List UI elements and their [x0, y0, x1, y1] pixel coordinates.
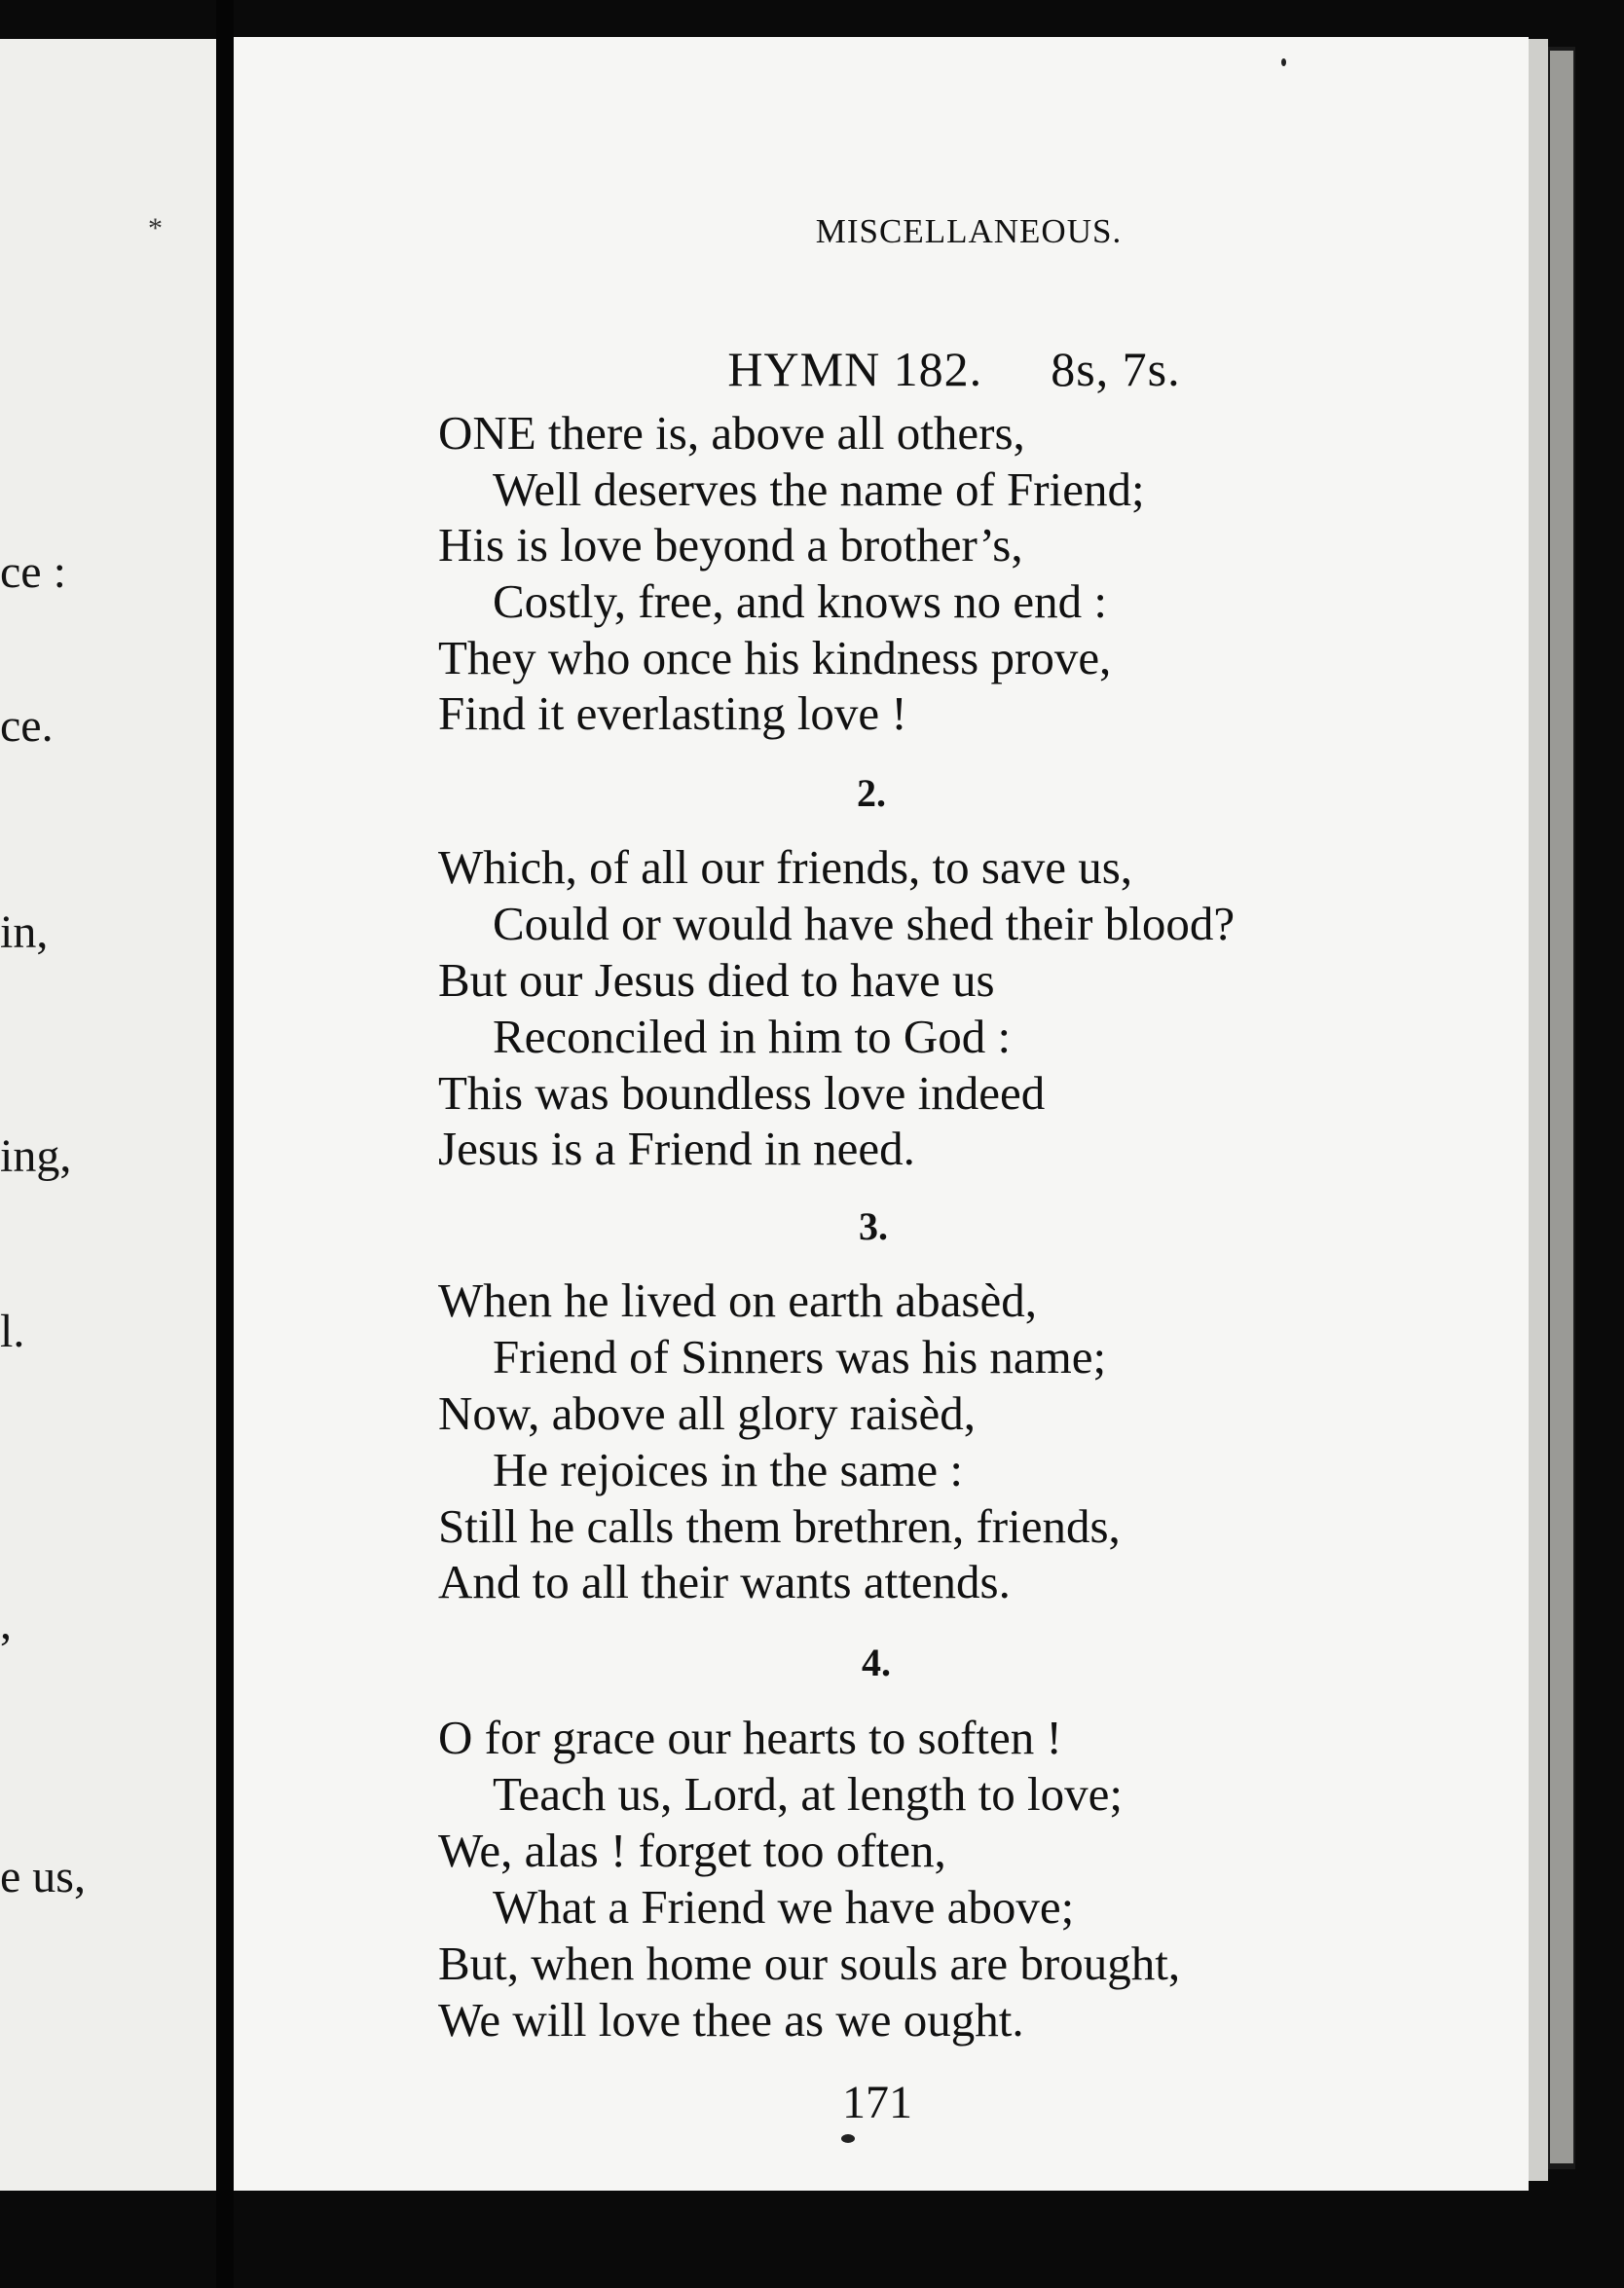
verse-line: O for grace our hearts to soften !: [438, 1711, 1062, 1764]
left-page-fragment: ing,: [0, 1130, 72, 1182]
verse-line: But, when home our souls are brought,: [438, 1937, 1181, 1990]
verse-line: Well deserves the name of Friend;: [493, 462, 1145, 516]
verse-line: His is love beyond a brother’s,: [438, 518, 1023, 572]
verse-line: Costly, free, and knows no end :: [493, 574, 1107, 628]
verse-line: ONE there is, above all others,: [438, 406, 1025, 460]
page-number: 171: [842, 2077, 912, 2128]
left-page-fragment: ce.: [0, 700, 54, 752]
verse-line: This was boundless love indeed: [438, 1066, 1046, 1120]
left-page-fragment: ce :: [0, 546, 66, 598]
stanza-number: 2.: [857, 771, 886, 815]
verse-line: He rejoices in the same :: [493, 1443, 964, 1496]
verse-line: What a Friend we have above;: [493, 1880, 1075, 1934]
left-facing-page: [0, 39, 216, 2191]
verse-line: Find it everlasting love !: [438, 686, 907, 740]
verse-line: Friend of Sinners was his name;: [493, 1330, 1107, 1384]
hymn-page: [234, 37, 1529, 2191]
page-edge: [1550, 51, 1573, 2163]
stanza-number: 3.: [859, 1204, 888, 1248]
hymn-number: HYMN 182.: [727, 342, 983, 396]
left-page-fragment: in,: [0, 906, 49, 958]
left-page-fragment: l.: [0, 1306, 25, 1357]
verse-line: When he lived on earth abasèd,: [438, 1273, 1037, 1327]
print-speck: [841, 2134, 855, 2143]
left-page-fragment: e us,: [0, 1851, 86, 1902]
verse-line: Still he calls them brethren, friends,: [438, 1499, 1121, 1553]
hymn-meter: 8s, 7s.: [1051, 342, 1181, 396]
left-page-mark: *: [148, 212, 163, 244]
verse-line: We, alas ! forget too often,: [438, 1824, 946, 1877]
print-speck: [1281, 58, 1286, 66]
verse-line: They who once his kindness prove,: [438, 631, 1112, 684]
book-gutter: [216, 0, 234, 2288]
verse-line: Reconciled in him to God :: [493, 1010, 1012, 1063]
verse-line: Could or would have shed their blood?: [493, 897, 1236, 950]
stanza-number: 4.: [862, 1641, 891, 1684]
verse-line: And to all their wants attends.: [438, 1555, 1011, 1608]
verse-line: Now, above all glory raisèd,: [438, 1386, 976, 1440]
verse-line: Which, of all our friends, to save us,: [438, 840, 1133, 894]
left-page-fragment: ,: [0, 1598, 12, 1649]
verse-line: We will love thee as we ought.: [438, 1993, 1024, 2047]
page-edge: [1529, 39, 1548, 2181]
verse-line: Teach us, Lord, at length to love;: [493, 1767, 1124, 1821]
running-head: MISCELLANEOUS.: [815, 212, 1123, 250]
verse-line: But our Jesus died to have us: [438, 953, 995, 1007]
hymn-title: [234, 341, 1529, 397]
verse-line: Jesus is a Friend in need.: [438, 1122, 915, 1175]
